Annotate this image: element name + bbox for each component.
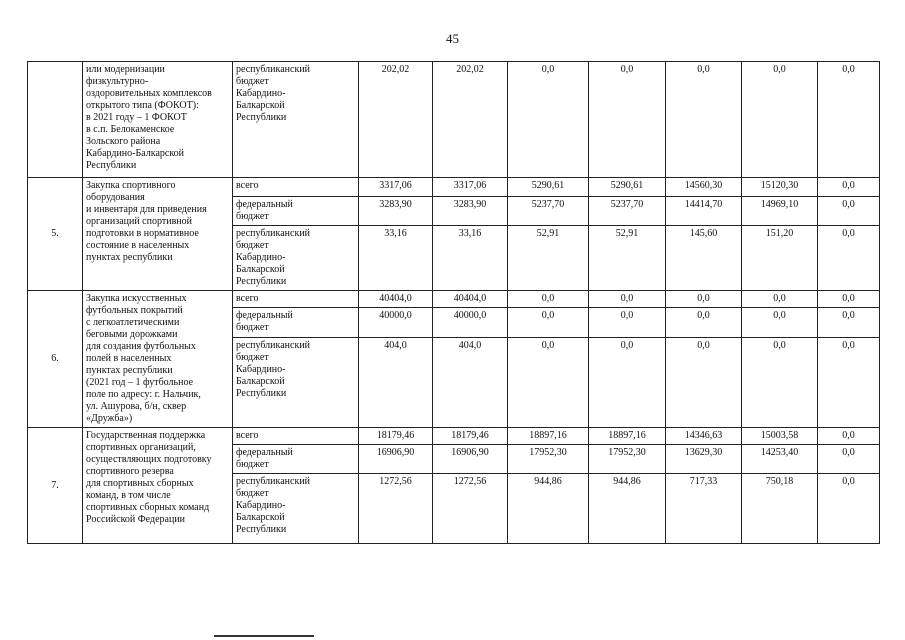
value-cell: 0,0 (508, 308, 589, 338)
activity-name: Закупка искусственных футбольных покрытий с легкоатлетическими беговыми дорожками для создания футбольных полей в населенных пунктах республики (2021 год – 1 футбольное поле по адресу: г. Нальчик, ул. Ашурова, б/н, сквер «Дружба») (83, 291, 233, 428)
table-row (28, 291, 880, 308)
value-cell: 0,0 (589, 291, 666, 308)
value-cell: 33,16 (359, 226, 433, 291)
table-body (28, 62, 880, 544)
value-cell: 0,0 (666, 338, 742, 428)
value-cell: 17952,30 (589, 445, 666, 474)
value-cell: 0,0 (818, 428, 880, 445)
value-cell: 0,0 (818, 445, 880, 474)
value-cell: 14969,10 (742, 197, 818, 226)
value-cell: 5237,70 (508, 197, 589, 226)
table-row (28, 62, 880, 178)
activity-name: или модернизации физкультурно- оздоровительных комплексов открытого типа (ФОКОТ): в 2021 году – 1 ФОКОТ в с.п. Белокаменское Зольского района Кабардино-Балкарской Республики (83, 62, 233, 178)
value-cell: 14560,30 (666, 178, 742, 197)
value-cell: 0,0 (508, 291, 589, 308)
funding-source: всего (233, 291, 359, 308)
value-cell: 14414,70 (666, 197, 742, 226)
value-cell: 0,0 (742, 291, 818, 308)
value-cell: 15120,30 (742, 178, 818, 197)
value-cell: 0,0 (742, 338, 818, 428)
value-cell: 40404,0 (359, 291, 433, 308)
table-row (28, 178, 880, 197)
funding-source: федеральный бюджет (233, 308, 359, 338)
value-cell: 404,0 (433, 338, 508, 428)
value-cell: 0,0 (818, 62, 880, 178)
funding-source: республиканский бюджет Кабардино- Балкарской Республики (233, 226, 359, 291)
value-cell: 18897,16 (589, 428, 666, 445)
value-cell: 3317,06 (359, 178, 433, 197)
value-cell: 0,0 (818, 291, 880, 308)
value-cell: 0,0 (589, 338, 666, 428)
funding-source: всего (233, 428, 359, 445)
value-cell: 5290,61 (589, 178, 666, 197)
value-cell: 5290,61 (508, 178, 589, 197)
funding-source: всего (233, 178, 359, 197)
activity-name: Закупка спортивного оборудования и инвентаря для приведения организаций спортивной подготовки в нормативное состояние в населенных пунктах республики (83, 178, 233, 291)
value-cell: 0,0 (742, 62, 818, 178)
value-cell: 52,91 (508, 226, 589, 291)
footer-line (214, 635, 314, 637)
value-cell: 944,86 (508, 474, 589, 544)
value-cell: 5237,70 (589, 197, 666, 226)
value-cell: 0,0 (818, 197, 880, 226)
table-row (28, 428, 880, 445)
value-cell: 0,0 (589, 308, 666, 338)
value-cell: 14346,63 (666, 428, 742, 445)
value-cell: 202,02 (359, 62, 433, 178)
value-cell: 750,18 (742, 474, 818, 544)
value-cell: 13629,30 (666, 445, 742, 474)
value-cell: 0,0 (508, 338, 589, 428)
value-cell: 18897,16 (508, 428, 589, 445)
funding-source: республиканский бюджет Кабардино- Балкарской Республики (233, 474, 359, 544)
value-cell: 15003,58 (742, 428, 818, 445)
value-cell: 0,0 (818, 474, 880, 544)
value-cell: 3317,06 (433, 178, 508, 197)
value-cell: 3283,90 (359, 197, 433, 226)
activity-name: Государственная поддержка спортивных организаций, осуществляющих подготовку спортивного резерва для спортивных сборных команд, в том числе спортивных сборных команд Российской Федерации (83, 428, 233, 544)
row-number: 5. (28, 178, 83, 291)
value-cell: 0,0 (666, 308, 742, 338)
value-cell: 3283,90 (433, 197, 508, 226)
budget-table (27, 61, 880, 544)
value-cell: 0,0 (818, 338, 880, 428)
row-number (28, 62, 83, 178)
value-cell: 944,86 (589, 474, 666, 544)
page-number: 45 (446, 31, 459, 46)
value-cell: 151,20 (742, 226, 818, 291)
value-cell: 1272,56 (433, 474, 508, 544)
value-cell: 40000,0 (433, 308, 508, 338)
value-cell: 0,0 (589, 62, 666, 178)
value-cell: 202,02 (433, 62, 508, 178)
value-cell: 145,60 (666, 226, 742, 291)
value-cell: 0,0 (818, 226, 880, 291)
funding-source: федеральный бюджет (233, 445, 359, 474)
value-cell: 18179,46 (359, 428, 433, 445)
value-cell: 0,0 (666, 62, 742, 178)
value-cell: 33,16 (433, 226, 508, 291)
funding-source: республиканский бюджет Кабардино- Балкарской Республики (233, 62, 359, 178)
value-cell: 18179,46 (433, 428, 508, 445)
value-cell: 40000,0 (359, 308, 433, 338)
value-cell: 14253,40 (742, 445, 818, 474)
value-cell: 0,0 (742, 308, 818, 338)
value-cell: 0,0 (818, 178, 880, 197)
value-cell: 717,33 (666, 474, 742, 544)
funding-source: федеральный бюджет (233, 197, 359, 226)
value-cell: 0,0 (666, 291, 742, 308)
value-cell: 16906,90 (359, 445, 433, 474)
row-number: 7. (28, 428, 83, 544)
row-number: 6. (28, 291, 83, 428)
value-cell: 1272,56 (359, 474, 433, 544)
value-cell: 16906,90 (433, 445, 508, 474)
value-cell: 17952,30 (508, 445, 589, 474)
value-cell: 40404,0 (433, 291, 508, 308)
value-cell: 404,0 (359, 338, 433, 428)
value-cell: 52,91 (589, 226, 666, 291)
value-cell: 0,0 (818, 308, 880, 338)
funding-source: республиканский бюджет Кабардино- Балкарской Республики (233, 338, 359, 428)
value-cell: 0,0 (508, 62, 589, 178)
